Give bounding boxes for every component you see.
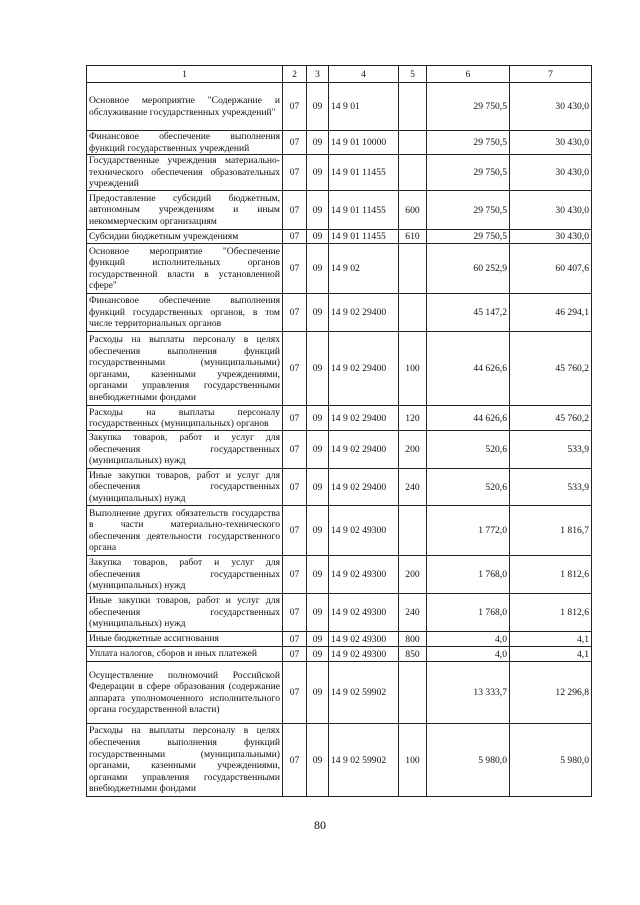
subsection-code-cell: 09 (307, 724, 329, 797)
amount-year2-cell: 533,9 (510, 431, 592, 469)
table-row (87, 469, 592, 506)
target-article-cell: 14 9 02 29400 (329, 294, 399, 332)
subsection-code-cell: 09 (307, 332, 329, 406)
target-article-cell: 14 9 01 11455 (329, 191, 399, 230)
amount-year1-cell: 29 750,5 (427, 131, 510, 155)
section-code-cell: 07 (283, 556, 307, 594)
table-row (87, 594, 592, 632)
section-code-cell: 07 (283, 191, 307, 230)
section-code-cell: 07 (283, 431, 307, 469)
row-name-cell: Закупка товаров, работ и услуг для обеспечения государственных (муниципальных) нужд (87, 556, 283, 594)
subsection-code-cell: 09 (307, 647, 329, 662)
subsection-code-cell: 09 (307, 131, 329, 155)
amount-year2-cell: 30 430,0 (510, 191, 592, 230)
table-row (87, 83, 592, 131)
subsection-code-cell: 09 (307, 506, 329, 556)
amount-year1-cell: 29 750,5 (427, 191, 510, 230)
target-article-cell: 14 9 02 49300 (329, 556, 399, 594)
amount-year1-cell: 44 626,6 (427, 332, 510, 406)
amount-year2-cell: 46 294,1 (510, 294, 592, 332)
expense-type-cell (399, 83, 427, 131)
section-code-cell: 07 (283, 724, 307, 797)
expense-type-cell (399, 294, 427, 332)
section-code-cell: 07 (283, 244, 307, 294)
target-article-cell: 14 9 02 59902 (329, 662, 399, 724)
row-name-cell: Расходы на выплаты персоналу в целях обеспечения выполнения функций государственными (муниципальными) органами, казенными учреждениями, органами управления государственными внебюджетными фондами (87, 724, 283, 797)
section-code-cell: 07 (283, 230, 307, 244)
table-row (87, 191, 592, 230)
section-code-cell: 07 (283, 155, 307, 191)
row-name-cell: Уплата налогов, сборов и иных платежей (87, 647, 283, 662)
header-col-5: 5 (399, 66, 427, 83)
row-name-cell: Закупка товаров, работ и услуг для обеспечения государственных (муниципальных) нужд (87, 431, 283, 469)
amount-year2-cell: 45 760,2 (510, 406, 592, 431)
section-code-cell: 07 (283, 662, 307, 724)
row-name-cell: Предоставление субсидий бюджетным, автономным учреждениям и иным некоммерческим организациям (87, 191, 283, 230)
amount-year2-cell: 1 816,7 (510, 506, 592, 556)
amount-year2-cell: 30 430,0 (510, 131, 592, 155)
target-article-cell: 14 9 02 (329, 244, 399, 294)
subsection-code-cell: 09 (307, 431, 329, 469)
table-row (87, 632, 592, 647)
amount-year1-cell: 13 333,7 (427, 662, 510, 724)
table-row (87, 406, 592, 431)
amount-year1-cell: 520,6 (427, 469, 510, 506)
subsection-code-cell: 09 (307, 662, 329, 724)
page-number: 80 (314, 818, 326, 832)
target-article-cell: 14 9 02 29400 (329, 332, 399, 406)
section-code-cell: 07 (283, 506, 307, 556)
subsection-code-cell: 09 (307, 632, 329, 647)
expense-type-cell (399, 506, 427, 556)
section-code-cell: 07 (283, 647, 307, 662)
table-row (87, 662, 592, 724)
amount-year1-cell: 29 750,5 (427, 83, 510, 131)
table-row (87, 724, 592, 797)
row-name-cell: Иные закупки товаров, работ и услуг для обеспечения государственных (муниципальных) нужд (87, 469, 283, 506)
table-row (87, 431, 592, 469)
table-row (87, 647, 592, 662)
subsection-code-cell: 09 (307, 469, 329, 506)
row-name-cell: Субсидии бюджетным учреждениям (87, 230, 283, 244)
expense-type-cell (399, 155, 427, 191)
amount-year1-cell: 1 768,0 (427, 556, 510, 594)
section-code-cell: 07 (283, 83, 307, 131)
section-code-cell: 07 (283, 131, 307, 155)
amount-year2-cell: 30 430,0 (510, 83, 592, 131)
amount-year1-cell: 45 147,2 (427, 294, 510, 332)
amount-year2-cell: 60 407,6 (510, 244, 592, 294)
subsection-code-cell: 09 (307, 244, 329, 294)
subsection-code-cell: 09 (307, 294, 329, 332)
target-article-cell: 14 9 02 59902 (329, 724, 399, 797)
target-article-cell: 14 9 02 49300 (329, 632, 399, 647)
amount-year1-cell: 29 750,5 (427, 155, 510, 191)
amount-year2-cell: 5 980,0 (510, 724, 592, 797)
section-code-cell: 07 (283, 594, 307, 632)
target-article-cell: 14 9 02 29400 (329, 431, 399, 469)
expense-type-cell: 800 (399, 632, 427, 647)
amount-year1-cell: 1 772,0 (427, 506, 510, 556)
header-col-6: 6 (427, 66, 510, 83)
target-article-cell: 14 9 02 29400 (329, 406, 399, 431)
table-row (87, 230, 592, 244)
amount-year2-cell: 4,1 (510, 647, 592, 662)
section-code-cell: 07 (283, 469, 307, 506)
table-row (87, 332, 592, 406)
table-header (87, 66, 592, 83)
row-name-cell: Основное мероприятие "Обеспечение функций исполнительных органов государственной власти в установленной сфере" (87, 244, 283, 294)
section-code-cell: 07 (283, 332, 307, 406)
row-name-cell: Иные закупки товаров, работ и услуг для обеспечения государственных (муниципальных) нужд (87, 594, 283, 632)
expense-type-cell (399, 662, 427, 724)
amount-year1-cell: 4,0 (427, 632, 510, 647)
subsection-code-cell: 09 (307, 556, 329, 594)
amount-year1-cell: 29 750,5 (427, 230, 510, 244)
row-name-cell: Иные бюджетные ассигнования (87, 632, 283, 647)
expense-type-cell: 600 (399, 191, 427, 230)
header-row (87, 66, 592, 83)
table-row (87, 294, 592, 332)
table-row (87, 155, 592, 191)
row-name-cell: Осуществление полномочий Российской Федерации в сфере образования (содержание аппарата уполномоченного исполнительного органа государственной власти) (87, 662, 283, 724)
section-code-cell: 07 (283, 406, 307, 431)
table-row (87, 131, 592, 155)
subsection-code-cell: 09 (307, 155, 329, 191)
row-name-cell: Выполнение других обязательств государства в части материально-технического обеспечения деятельности государственного органа (87, 506, 283, 556)
header-col-7: 7 (510, 66, 592, 83)
table-row (87, 556, 592, 594)
subsection-code-cell: 09 (307, 594, 329, 632)
header-col-4: 4 (329, 66, 399, 83)
amount-year1-cell: 520,6 (427, 431, 510, 469)
subsection-code-cell: 09 (307, 406, 329, 431)
target-article-cell: 14 9 02 49300 (329, 594, 399, 632)
amount-year2-cell: 1 812,6 (510, 556, 592, 594)
section-code-cell: 07 (283, 294, 307, 332)
row-name-cell: Государственные учреждения материально-технического обеспечения образовательных учреждений (87, 155, 283, 191)
header-col-1: 1 (87, 66, 283, 83)
expense-type-cell (399, 244, 427, 294)
table-row (87, 244, 592, 294)
section-code-cell: 07 (283, 632, 307, 647)
target-article-cell: 14 9 02 49300 (329, 647, 399, 662)
target-article-cell: 14 9 01 11455 (329, 230, 399, 244)
amount-year2-cell: 1 812,6 (510, 594, 592, 632)
table-body (87, 83, 592, 797)
amount-year1-cell: 5 980,0 (427, 724, 510, 797)
row-name-cell: Финансовое обеспечение выполнения функций государственных органов, в том числе территориальных органов (87, 294, 283, 332)
row-name-cell: Расходы на выплаты персоналу в целях обеспечения выполнения функций государственными (муниципальными) органами, казенными учреждениями, органами управления государственными внебюджетными фондами (87, 332, 283, 406)
expense-type-cell: 610 (399, 230, 427, 244)
amount-year2-cell: 30 430,0 (510, 155, 592, 191)
target-article-cell: 14 9 01 11455 (329, 155, 399, 191)
amount-year2-cell: 4,1 (510, 632, 592, 647)
expense-type-cell: 240 (399, 469, 427, 506)
row-name-cell: Финансовое обеспечение выполнения функций государственных учреждений (87, 131, 283, 155)
amount-year2-cell: 12 296,8 (510, 662, 592, 724)
header-col-3: 3 (307, 66, 329, 83)
table-row (87, 506, 592, 556)
target-article-cell: 14 9 02 49300 (329, 506, 399, 556)
expense-type-cell: 850 (399, 647, 427, 662)
budget-table (86, 65, 592, 797)
expense-type-cell (399, 131, 427, 155)
expense-type-cell: 200 (399, 431, 427, 469)
amount-year1-cell: 4,0 (427, 647, 510, 662)
subsection-code-cell: 09 (307, 230, 329, 244)
row-name-cell: Расходы на выплаты персоналу государственных (муниципальных) органов (87, 406, 283, 431)
amount-year2-cell: 45 760,2 (510, 332, 592, 406)
target-article-cell: 14 9 01 10000 (329, 131, 399, 155)
expense-type-cell: 100 (399, 724, 427, 797)
target-article-cell: 14 9 02 29400 (329, 469, 399, 506)
amount-year1-cell: 44 626,6 (427, 406, 510, 431)
amount-year1-cell: 1 768,0 (427, 594, 510, 632)
amount-year2-cell: 533,9 (510, 469, 592, 506)
amount-year1-cell: 60 252,9 (427, 244, 510, 294)
header-col-2: 2 (283, 66, 307, 83)
amount-year2-cell: 30 430,0 (510, 230, 592, 244)
target-article-cell: 14 9 01 (329, 83, 399, 131)
subsection-code-cell: 09 (307, 83, 329, 131)
subsection-code-cell: 09 (307, 191, 329, 230)
expense-type-cell: 100 (399, 332, 427, 406)
expense-type-cell: 200 (399, 556, 427, 594)
row-name-cell: Основное мероприятие "Содержание и обслуживание государственных учреждений" (87, 83, 283, 131)
expense-type-cell: 120 (399, 406, 427, 431)
expense-type-cell: 240 (399, 594, 427, 632)
